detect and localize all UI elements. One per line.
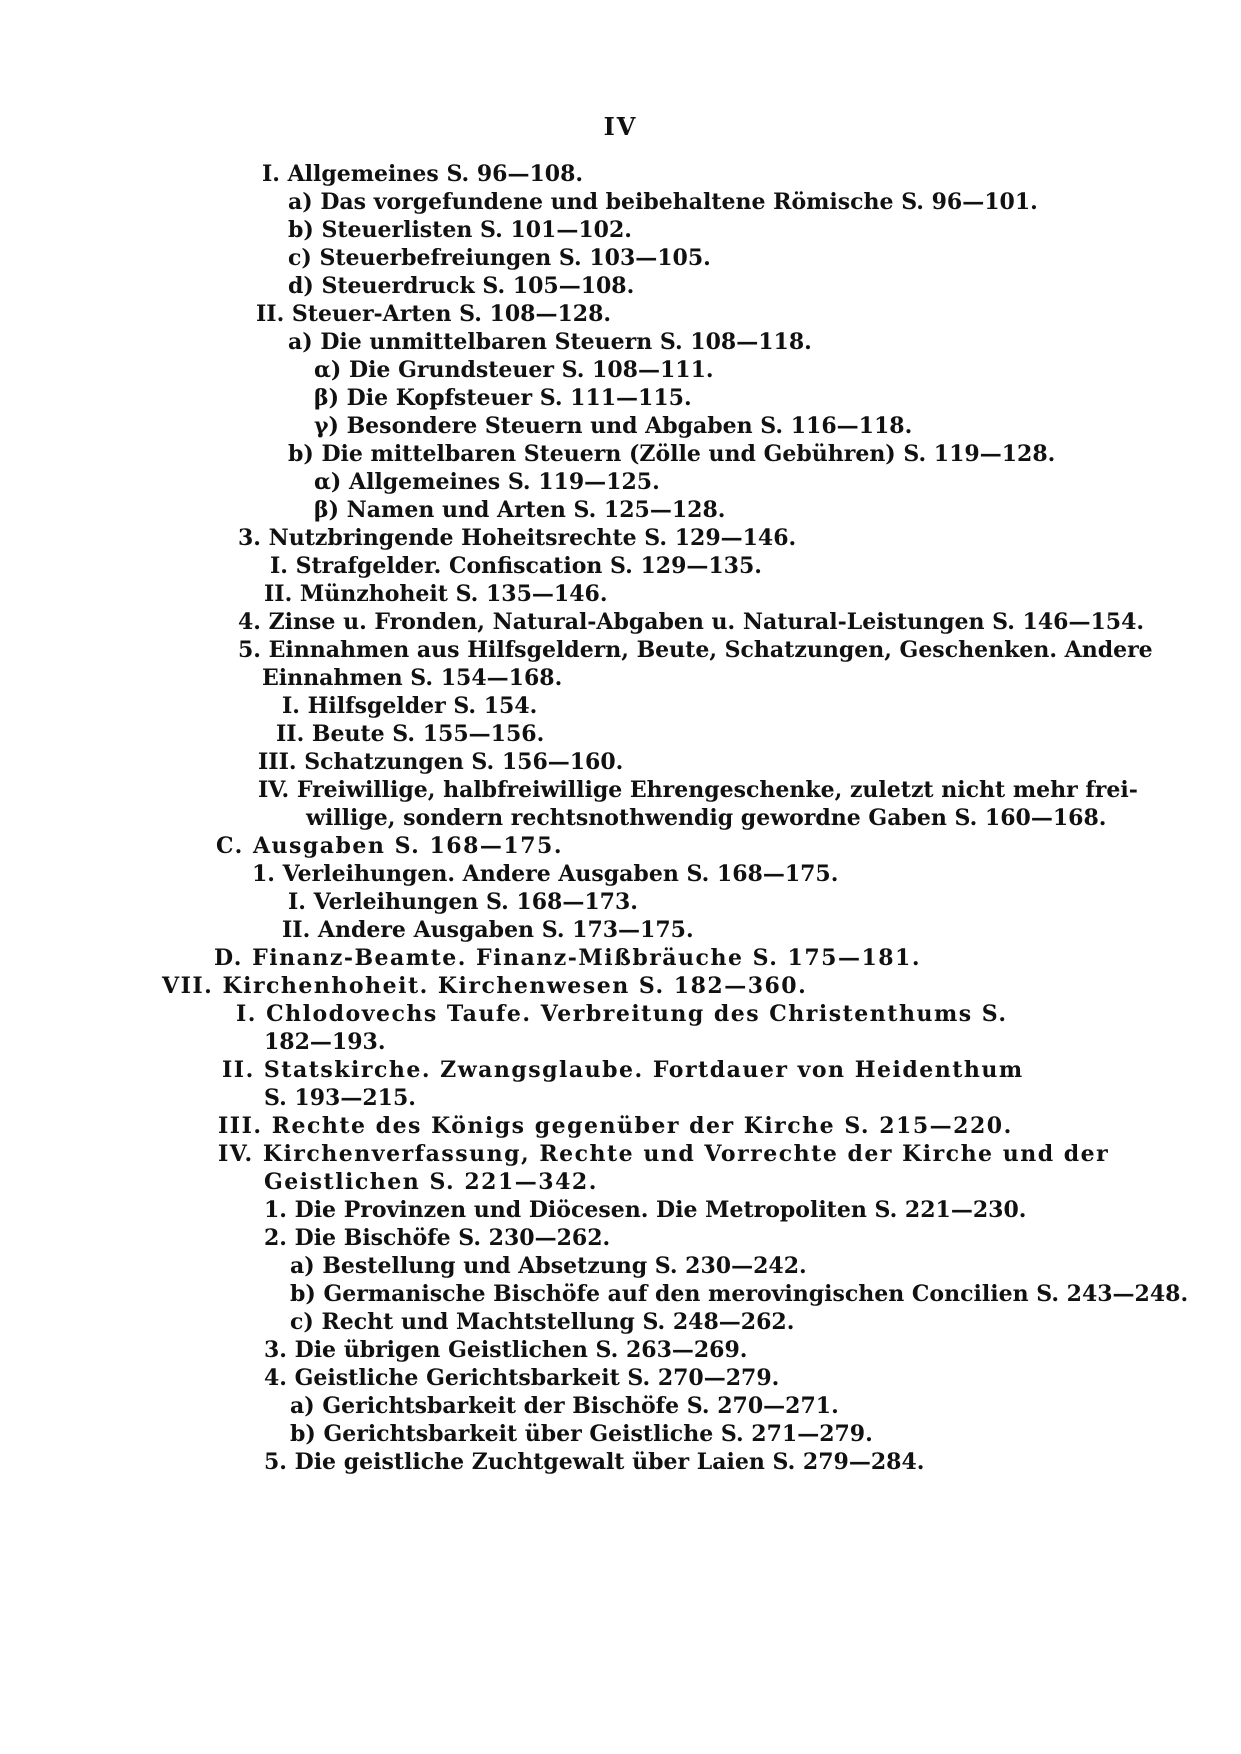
toc-entry: S. 193—215. [264,1085,416,1111]
toc-entry: c) Recht und Machtstellung S. 248—262. [290,1309,795,1335]
toc-entry: a) Das vorgefundene und beibehaltene Römische S. 96—101. [288,189,1038,215]
toc-entry: II. Steuer-Arten S. 108—128. [256,301,612,327]
toc-entry: C. Ausgaben S. 168—175. [216,833,563,859]
toc-entry: a) Gerichtsbarkeit der Bischöfe S. 270—271. [290,1393,839,1419]
toc-entry: c) Steuerbefreiungen S. 103—105. [288,245,711,271]
toc-entry: β) Namen und Arten S. 125—128. [314,497,726,523]
toc-entry: 1. Verleihungen. Andere Ausgaben S. 168—175. [252,861,839,887]
toc-entry: 1. Die Provinzen und Diöcesen. Die Metropoliten S. 221—230. [264,1197,1027,1223]
toc-entry: IV. Kirchenverfassung, Rechte und Vorrechte der Kirche und der [218,1141,1110,1167]
toc-entry: 2. Die Bischöfe S. 230—262. [264,1225,611,1251]
toc-entry: a) Bestellung und Absetzung S. 230—242. [290,1253,807,1279]
toc-entry: 5. Einnahmen aus Hilfsgeldern, Beute, Schatzungen, Geschenken. Andere [238,637,1153,663]
toc-entry: b) Die mittelbaren Steuern (Zölle und Gebühren) S. 119—128. [288,441,1056,467]
toc-entry: 182—193. [264,1029,386,1055]
toc-entry: Geistlichen S. 221—342. [264,1169,598,1195]
toc-entry: d) Steuerdruck S. 105—108. [288,273,635,299]
page-number: IV [603,112,638,141]
toc-entry: 4. Zinse u. Fronden, Natural-Abgaben u. Natural-Leistungen S. 146—154. [238,609,1145,635]
toc-entry: 4. Geistliche Gerichtsbarkeit S. 270—279. [264,1365,780,1391]
toc-entry: b) Gerichtsbarkeit über Geistliche S. 271—279. [290,1421,873,1447]
toc-entry: α) Die Grundsteuer S. 108—111. [314,357,714,383]
toc-entry: I. Verleihungen S. 168—173. [288,889,638,915]
toc-entry: III. Schatzungen S. 156—160. [258,749,624,775]
toc-entry: I. Allgemeines S. 96—108. [262,161,584,187]
toc-entry: γ) Besondere Steuern und Abgaben S. 116—118. [314,413,913,439]
toc-entry: α) Allgemeines S. 119—125. [314,469,660,495]
toc-entry: b) Steuerlisten S. 101—102. [288,217,632,243]
toc-entry: 3. Nutzbringende Hoheitsrechte S. 129—146. [238,525,797,551]
toc-entry: 3. Die übrigen Geistlichen S. 263—269. [264,1337,748,1363]
toc-entry: II. Beute S. 155—156. [276,721,545,747]
toc-entry: willige, sondern rechtsnothwendig gewordne Gaben S. 160—168. [306,805,1107,831]
toc-entry: β) Die Kopfsteuer S. 111—115. [314,385,692,411]
toc-entry: Einnahmen S. 154—168. [262,665,563,691]
toc-entry: II. Münzhoheit S. 135—146. [264,581,608,607]
toc-entry: I. Hilfsgelder S. 154. [282,693,538,719]
toc-entry: IV. Freiwillige, halbfreiwillige Ehrengeschenke, zuletzt nicht mehr frei- [258,777,1138,803]
toc-entry: a) Die unmittelbaren Steuern S. 108—118. [288,329,812,355]
toc-entry: VII. Kirchenhoheit. Kirchenwesen S. 182—360. [162,973,808,999]
toc-entry: 5. Die geistliche Zuchtgewalt über Laien S. 279—284. [264,1449,925,1475]
toc-entry: I. Chlodovechs Taufe. Verbreitung des Christenthums S. [236,1001,1008,1027]
toc-entry: II. Statskirche. Zwangsglaube. Fortdauer von Heidenthum [222,1057,1024,1083]
toc-entry: I. Strafgelder. Confiscation S. 129—135. [270,553,762,579]
toc-entry: III. Rechte des Königs gegenüber der Kirche S. 215—220. [218,1113,1013,1139]
toc-entry: D. Finanz-Beamte. Finanz-Mißbräuche S. 175—181. [214,945,922,971]
toc-entry: II. Andere Ausgaben S. 173—175. [282,917,694,943]
toc-entry: b) Germanische Bischöfe auf den merovingischen Concilien S. 243—248. [290,1281,1189,1307]
